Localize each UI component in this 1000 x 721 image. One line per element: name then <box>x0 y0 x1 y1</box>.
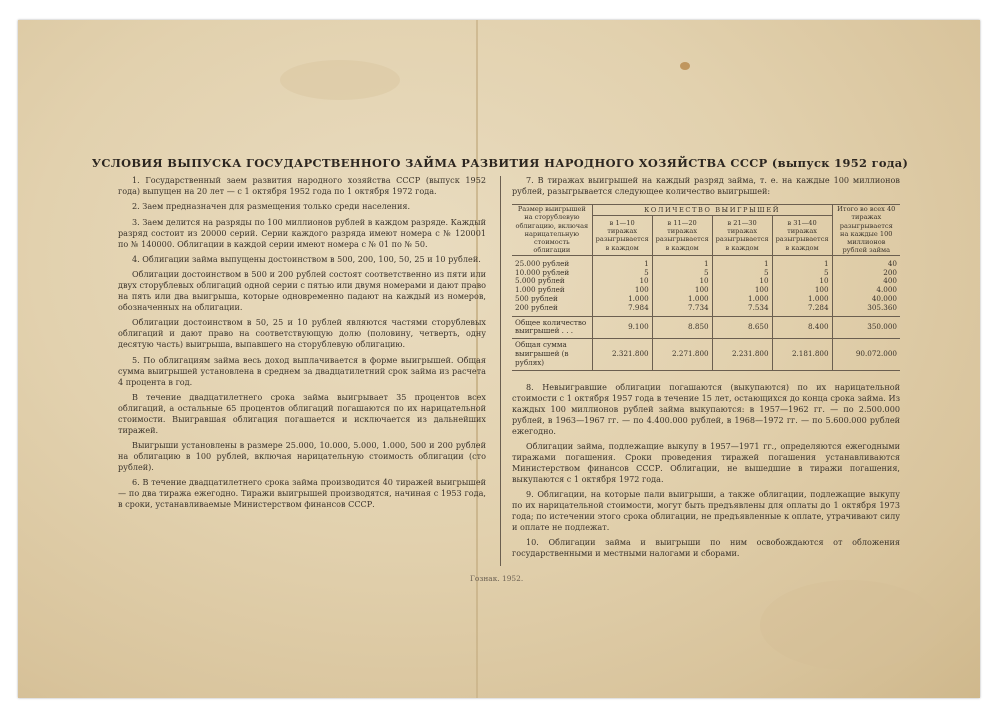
table-cell: 5.000 рублей <box>515 276 565 286</box>
table-cell: 2.321.800 <box>592 339 652 370</box>
condition-paragraph: 5. По облигациям займа весь доход выплачивается в форме выигрышей. Общая сумма выигрышей установлена в среднем за двадцатилетний срок займа из расчета 4 процента в год. <box>118 354 486 387</box>
table-cell: 9.100 <box>592 316 652 339</box>
table-cell: 10.000 рублей <box>515 267 570 277</box>
table-cell: 8.850 <box>652 316 712 339</box>
printer-imprint: Гознак. 1952. <box>470 574 524 583</box>
table-cell: 200 <box>832 269 900 278</box>
condition-paragraph: Облигации достоинством в 50, 25 и 10 рублей являются частями сторублевых облигаций и дают право на соответствующую долю (половину, четверть, одну десятую часть) выигрыша, выпавшего на сторублевую облигацию. <box>118 317 486 350</box>
table-cell: 40.000 <box>832 295 900 304</box>
table-cell: 7.534 <box>712 304 772 316</box>
table-cell: 500 рублей <box>515 293 558 303</box>
table-cell: 1 <box>592 255 652 268</box>
table-cell: 5 <box>652 269 712 278</box>
table-cell: 1.000 <box>772 295 832 304</box>
table-header-cell: в 1—10 тиражах разыгрывается в каждом <box>592 215 652 255</box>
table-cell: 8.400 <box>772 316 832 339</box>
table-cell: 10 <box>712 277 772 286</box>
condition-paragraph: 3. Заем делится на разряды по 100 миллионов рублей в каждом разряде. Каждый разряд состоит из 20000 серий. Серии каждого разряда имеют номера с № 120001 по № 140000. Облигации в каждой серии имеют номера с № 01 по № 50. <box>118 216 486 249</box>
table-cell: 1 <box>652 255 712 268</box>
column-divider <box>500 176 501 566</box>
table-row <box>512 304 900 316</box>
condition-paragraph: В течение двадцатилетнего срока займа выигрывает 35 процентов всех облигаций, а остальные 65 процентов облигаций погашаются по их нарицательной стоимости. Выигравшая облигация погашается и исключается из дальнейших тиражей. <box>118 391 486 435</box>
table-cell: 40 <box>832 255 900 268</box>
table-cell: Общее количество выигрышей . . . <box>512 316 592 339</box>
condition-paragraph: Облигации достоинством в 500 и 200 рублей состоят соответственно из пяти или двух сторублевых облигаций одной серии с пятью или двумя номерами и дают право на пять или два выигрыша, которые одновременно падают на каждый из номеров, обозначенных на облигации. <box>118 269 486 313</box>
table-cell: 2.181.800 <box>772 339 832 370</box>
condition-paragraph: 6. В течение двадцатилетнего срока займа производится 40 тиражей выигрышей — по два тиража ежегодно. Тиражи выигрышей производятся, начиная с 1953 года, в сроки, устанавливаемые Министерством финансов СССР. <box>118 477 486 510</box>
table-cell: 5 <box>592 269 652 278</box>
condition-paragraph: 1. Государственный заем развития народного хозяйства СССР (выпуск 1952 года) выпущен на 20 лет — с 1 октября 1952 года по 1 октября 1972 года. <box>118 175 486 196</box>
table-cell: 5 <box>712 269 772 278</box>
table-cell: 7.984 <box>592 304 652 316</box>
conditions-left-column <box>118 175 486 514</box>
table-cell: 100 <box>712 286 772 295</box>
condition-paragraph: 9. Облигации, на которые пали выигрыши, а также облигации, подлежащие выкупу по их нарицательной стоимости, могут быть предъявлены для оплаты до 1 октября 1973 года; по истечении этого срока облигации, не предъявленные к оплате, утрачивают силу и оплате не подлежат. <box>512 489 900 532</box>
table-cell: 100 <box>592 286 652 295</box>
table-header-cell: Итого во всех 40 тиражах разыгрывается на каждые 100 миллионов рублей займа <box>832 205 900 256</box>
table-cell: 2.231.800 <box>712 339 772 370</box>
table-cell: 1.000 <box>652 295 712 304</box>
conditions-right-intro <box>512 175 900 201</box>
paper-stain <box>280 60 400 100</box>
conditions-right-column <box>512 382 900 564</box>
condition-paragraph: 10. Облигации займа и выигрыши по ним освобождаются от обложения государственными и местными налогами и сборами. <box>512 537 900 559</box>
document-title: УСЛОВИЯ ВЫПУСКА ГОСУДАРСТВЕННОГО ЗАЙМА РАЗВИТИЯ НАРОДНОГО ХОЗЯЙСТВА СССР (выпуск 1952 года) <box>91 156 909 170</box>
table-cell: 4.000 <box>832 286 900 295</box>
condition-paragraph: 8. Невыигравшие облигации погашаются (выкупаются) по их нарицательной стоимости с 1 октября 1957 года в течение 15 лет, остающихся до конца срока займа. Из каждых 100 миллионов рублей займа выкупаются: в 1957—1962 гг. — по 2.500.000 рублей, в 1963—1967 гг. — по 4.400.000 рублей, в 1968—1972 гг. — по 5.600.000 рублей ежегодно. <box>512 382 900 436</box>
table-cell: 1.000 <box>712 295 772 304</box>
table-cell: 1 <box>712 255 772 268</box>
table-cell: 400 <box>832 277 900 286</box>
condition-paragraph: Облигации займа, подлежащие выкупу в 1957—1971 гг., определяются ежегодными тиражами погашения. Сроки проведения тиражей погашения устанавливаются Министерством финансов СССР. Облигации, не вышедшие в тиражи погашения, выкупаются с 1 октября 1972 года. <box>512 441 900 484</box>
paper-stain <box>680 62 690 70</box>
table-cell: 305.360 <box>832 304 900 316</box>
table-cell: 10 <box>772 277 832 286</box>
table-header-cell: Размер выигрышей на сторублевую облигацию, включая нарицательную стоимость облигации <box>512 205 592 256</box>
table-cell: 1 <box>772 255 832 268</box>
table-cell: 25.000 рублей <box>515 258 570 268</box>
table-header-cell: в 11—20 тиражах разыгрывается в каждом <box>652 215 712 255</box>
table-cell: 7.284 <box>772 304 832 316</box>
table-row <box>512 255 900 268</box>
table-cell: 1.000 рублей <box>515 285 565 295</box>
table-cell: 7.734 <box>652 304 712 316</box>
table-total-row <box>512 316 900 339</box>
table-cell: 90.072.000 <box>832 339 900 370</box>
table-cell: 8.650 <box>712 316 772 339</box>
table-cell: 100 <box>652 286 712 295</box>
table-header-cell: в 31—40 тиражах разыгрывается в каждом <box>772 215 832 255</box>
table-cell: 5 <box>772 269 832 278</box>
table-header-cell: в 21—30 тиражах разыгрывается в каждом <box>712 215 772 255</box>
table-cell: 100 <box>772 286 832 295</box>
table-cell: 350.000 <box>832 316 900 339</box>
table-cell: 200 рублей <box>512 304 592 316</box>
condition-paragraph: 7. В тиражах выигрышей на каждый разряд займа, т. е. на каждые 100 миллионов рублей, разыгрывается следующее количество выигрышей: <box>512 175 900 196</box>
winnings-table <box>512 204 900 371</box>
table-cell: 2.271.800 <box>652 339 712 370</box>
condition-paragraph: 4. Облигации займа выпущены достоинством в 500, 200, 100, 50, 25 и 10 рублей. <box>132 253 481 264</box>
table-group-header: КОЛИЧЕСТВО ВЫИГРЫШЕЙ <box>592 205 832 216</box>
table-cell: Общая сумма выигрышей (в рублях) <box>512 339 592 370</box>
paper-stain <box>760 580 940 670</box>
table-total-row <box>512 339 900 370</box>
condition-paragraph: 2. Заем предназначен для размещения только среди населения. <box>132 201 411 212</box>
table-cell: 10 <box>592 277 652 286</box>
condition-paragraph: Выигрыши установлены в размере 25.000, 10.000, 5.000, 1.000, 500 и 200 рублей на облигацию в 100 рублей, включая нарицательную стоимость облигации (сто рублей). <box>118 440 486 472</box>
table-cell: 1.000 <box>592 295 652 304</box>
table-cell: 10 <box>652 277 712 286</box>
